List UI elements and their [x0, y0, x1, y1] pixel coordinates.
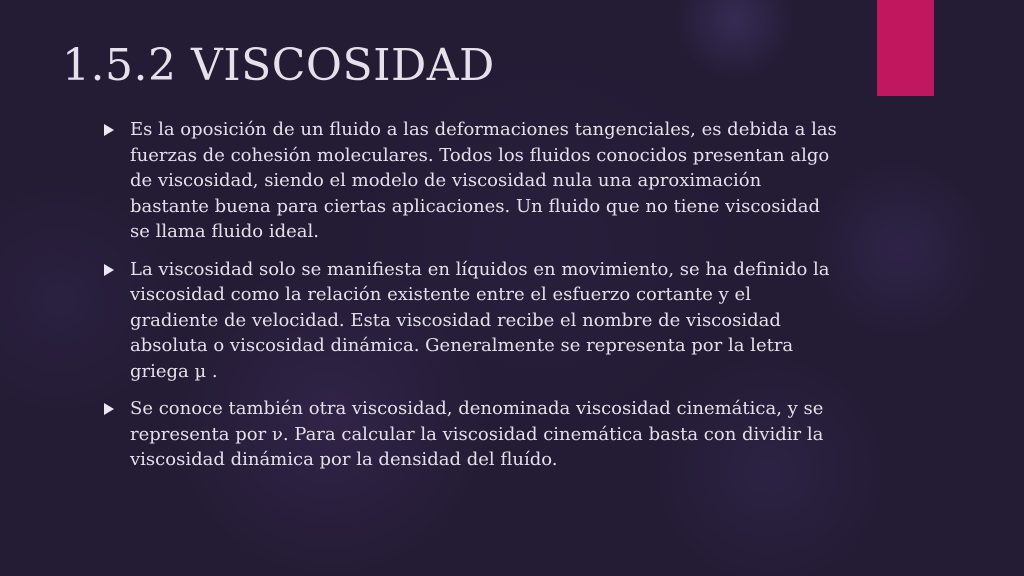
triangle-right-icon	[104, 264, 114, 276]
bullet-text: Es la oposición de un fluido a las deformaciones tangenciales, es debida a las fuerzas de cohesión moleculares. Todos los fluidos conocidos presentan algo de viscosidad, siendo el modelo de viscosidad nula una aproximación bastante buena para ciertas aplicaciones. Un fluido que no tiene viscosidad se llama fluido ideal.	[130, 119, 837, 242]
accent-bar	[877, 0, 934, 96]
bullet-text: Se conoce también otra viscosidad, denominada viscosidad cinemática, y se representa por ν. Para calcular la viscosidad cinemática basta con dividir la viscosidad dinámica por la densidad del fluído.	[130, 398, 824, 470]
bullet-item	[104, 396, 844, 473]
triangle-right-icon	[104, 124, 114, 136]
bullet-item	[104, 257, 844, 385]
slide-title: 1.5.2 VISCOSIDAD	[62, 40, 495, 91]
bullet-list	[104, 117, 844, 485]
bullet-text: La viscosidad solo se manifiesta en líquidos en movimiento, se ha definido la viscosidad como la relación existente entre el esfuerzo cortante y el gradiente de velocidad. Esta viscosidad recibe el nombre de viscosidad absoluta o viscosidad dinámica. Generalmente se representa por la letra griega µ .	[130, 258, 830, 382]
triangle-right-icon	[104, 403, 114, 415]
bullet-item	[104, 117, 844, 245]
